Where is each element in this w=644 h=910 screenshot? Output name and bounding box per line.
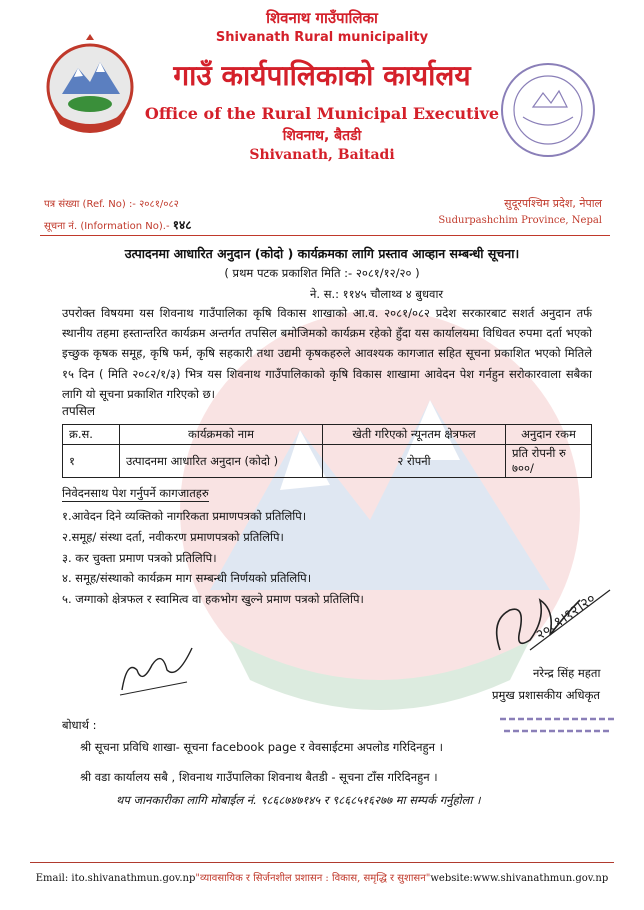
province-en: Sudurpashchim Province, Nepal bbox=[438, 215, 602, 226]
cell-grant: प्रति रोपनी रु ७००/ bbox=[506, 445, 592, 478]
table-row bbox=[63, 445, 592, 478]
info-value: १४८ bbox=[172, 218, 192, 232]
info-label: सूचना नं. (Information No).- bbox=[44, 221, 170, 232]
information-number bbox=[44, 216, 192, 233]
municipality-name-np: शिवनाथ गाउँपालिका bbox=[266, 9, 378, 27]
location-np: शिवनाथ, बैतडी bbox=[282, 128, 362, 144]
list-item: २.समूह/ संस्था दर्ता, नवीकरण प्रमाणपत्रको प्रतिलिपि। bbox=[62, 529, 284, 544]
notice-title: उत्पादनमा आधारित अनुदान (कोदो ) कार्यक्रमका लागि प्रस्ताव आव्हान सम्बन्धी सूचना। bbox=[124, 246, 520, 261]
footer-website[interactable]: website:www.shivanathmun.gov.np bbox=[430, 873, 609, 884]
signer-name: नरेन्द्र सिंह महता bbox=[533, 666, 601, 680]
notice-publish-date: ( प्रथम पटक प्रकाशित मिति :- २०८१/१२/२० ) bbox=[224, 266, 420, 280]
col-header-min-area: खेती गरिएको न्यूनतम क्षेत्रफल bbox=[323, 425, 506, 445]
table-header-row bbox=[63, 425, 592, 445]
officer-signature bbox=[470, 580, 620, 665]
office-title-np: गाउँ कार्यपालिकाको कार्यालय bbox=[173, 59, 471, 92]
documents-list bbox=[62, 506, 364, 610]
col-header-program: कार्यक्रमको नाम bbox=[120, 425, 323, 445]
program-table bbox=[62, 424, 592, 478]
copy-to-it-section: श्री सूचना प्रविधि शाखा- सूचना facebook page र वेवसाईटमा अपलोड गरिदिनहुन । bbox=[80, 740, 444, 754]
signer-title: प्रमुख प्रशासकीय अधिकृत bbox=[492, 688, 600, 702]
office-stamp-seal bbox=[493, 55, 603, 165]
reference-number bbox=[44, 196, 179, 210]
footer bbox=[0, 870, 644, 884]
footer-slogan: "व्यावसायिक र सिर्जनशील प्रशासन : विकास, समृद्धि र सुशासन" bbox=[195, 873, 431, 884]
ref-value: २०८१/०८२ bbox=[139, 199, 179, 210]
documents-heading: निवेदनसाथ पेश गर्नुपर्ने कागजातहरु bbox=[62, 486, 209, 500]
notice-body: उपरोक्त विषयमा यस शिवनाथ गाउँपालिका कृषि विकास शाखाको आ.व. २०८१/०८२ प्रदेश सरकारबाट सशर्त अनुदान तर्फ स्थानीय तहमा हस्तान्तरित कार्यक्रम अन्तर्गत तपसिल बमोजिमको कार्यक्रम रहेको हुँदा यस कार्यालयमा विधिवत रुपमा दर्ता भएको इच्छुक कृषक समूह, कृषि फर्म, कृषि सहकारी तथा उद्यमी कृषकहरुले आवश्यक कागजात सहित सूचना प्रकाशित भएको मितिले १५ दिन ( मिति २०८२/१/३) भित्र यस शिवनाथ गाउँपालिकाको कृषि विकास शाखामा आवेदन पेश गर्नहुन सरोकारवाला सबैका लागि यो सूचना प्रकाशित गरिएको छ। bbox=[62, 306, 592, 401]
nepal-emblem-logo bbox=[40, 32, 140, 142]
location-en: Shivanath, Baitadi bbox=[249, 147, 395, 163]
list-item: १.आवेदन दिने व्यक्तिको नागरिकता प्रमाणपत्रको प्रतिलिपि। bbox=[62, 509, 307, 523]
office-title-en: Office of the Rural Municipal Executive bbox=[144, 104, 500, 123]
cell-program: उत्पादनमा आधारित अनुदान (कोदो ) bbox=[120, 445, 323, 478]
list-item: ५. जग्गाको क्षेत्रफल र स्वामित्व वा हकभोग खुल्ने प्रमाण पत्रको प्रतिलिपि। bbox=[62, 592, 364, 607]
col-header-sn: क्र.स. bbox=[63, 425, 120, 445]
copy-to-label: बोधार्थ : bbox=[62, 718, 97, 732]
list-item: ४. समूह/संस्थाको कार्यक्रम माग सम्बन्धी निर्णयको प्रतिलिपि। bbox=[62, 571, 312, 586]
initial-signature bbox=[112, 640, 202, 700]
cell-sn: १ bbox=[63, 445, 120, 478]
col-header-grant: अनुदान रकम bbox=[506, 425, 592, 445]
list-item: ३. कर चुक्ता प्रमाण पत्रको प्रतिलिपि। bbox=[62, 550, 217, 565]
signature-date: २०८१।१२।२० bbox=[533, 590, 599, 644]
header-divider bbox=[40, 235, 610, 236]
province-np: सुदूरपश्चिम प्रदेश, नेपाल bbox=[504, 197, 602, 210]
footer-divider bbox=[30, 862, 614, 863]
name-stamp bbox=[494, 707, 624, 739]
ref-label: पत्र संख्या (Ref. No) :- bbox=[44, 199, 136, 210]
contact-info: थप जानकारीका लागि मोबाईल नं. ९८६८७४७१४५ र ९८६८५१६२७७ मा सम्पर्क गर्नुहोला । bbox=[116, 793, 481, 807]
copy-to-ward-offices: श्री वडा कार्यालय सबै , शिवनाथ गाउँपालिका शिवनाथ बैतडी - सूचना टाँस गरिदिनहुन । bbox=[80, 770, 438, 784]
municipality-name-en: Shivanath Rural municipality bbox=[215, 30, 429, 45]
nepal-sambat-date: ने. स.: ११४५ चौलाथ्व ४ बुधवार bbox=[310, 287, 444, 301]
footer-email[interactable]: Email: ito.shivanathmun.gov.np bbox=[35, 873, 196, 884]
schedule-label: तपसिल bbox=[62, 404, 96, 418]
cell-min-area: २ रोपनी bbox=[323, 445, 506, 478]
